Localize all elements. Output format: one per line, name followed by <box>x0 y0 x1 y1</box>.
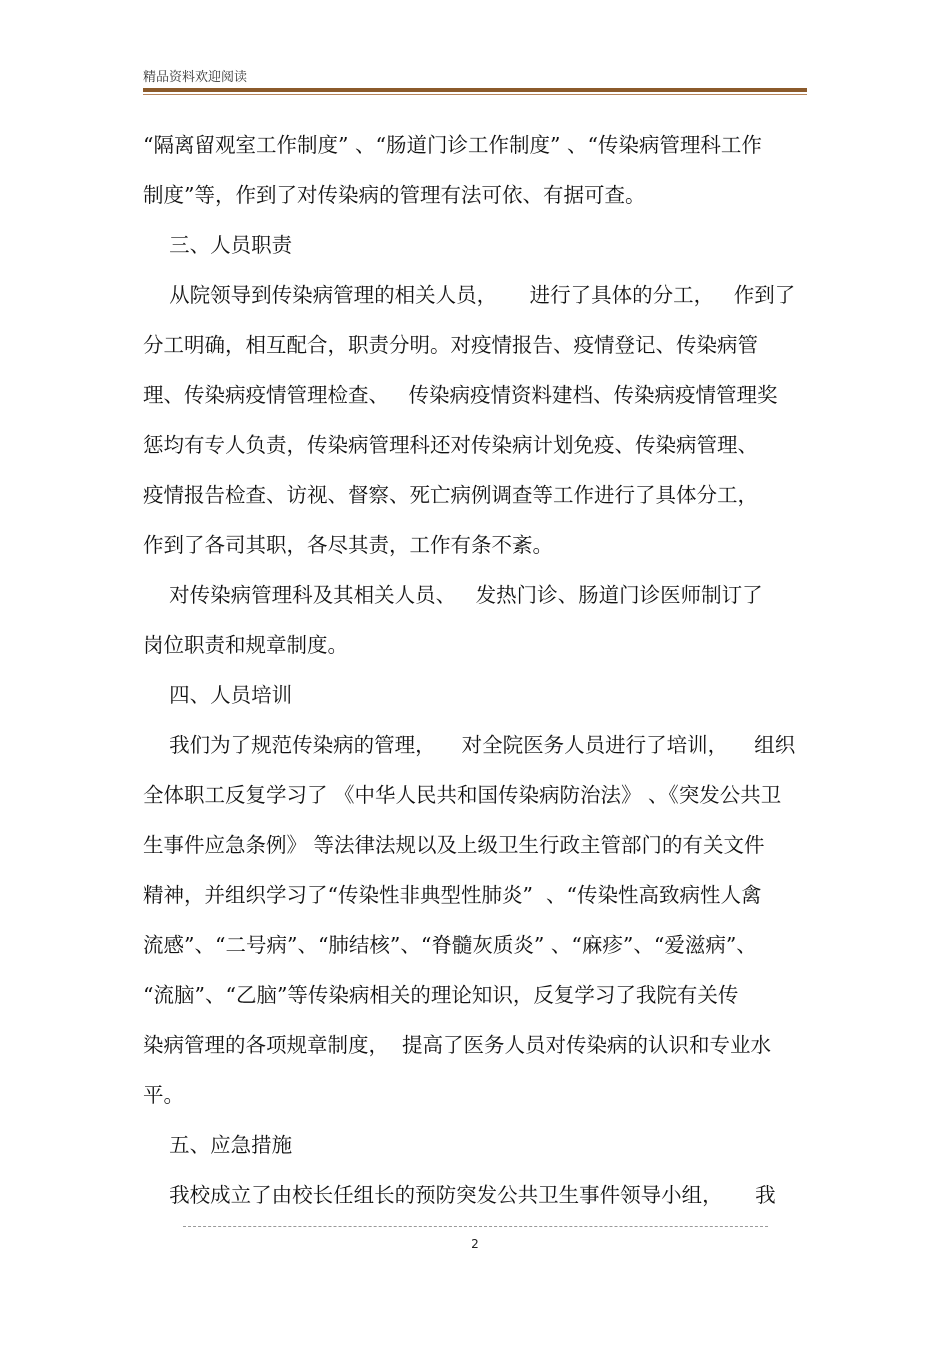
body-line: 染病管理的各项规章制度， 提高了医务人员对传染病的认识和专业水 <box>143 1033 772 1057</box>
body-line: 对传染病管理科及其相关人员、 发热门诊、肠道门诊医师制订了 <box>143 583 763 607</box>
page-header-text: 精品资料欢迎阅读 <box>143 70 248 85</box>
body-line: 分工明确，相互配合，职责分明。对疫情报告、疫情登记、传染病管 <box>143 333 758 357</box>
body-line: 理、传染病疫情管理检查、 传染病疫情资料建档、传染病疫情管理奖 <box>143 383 778 407</box>
body-line: “流脑”、“乙脑”等传染病相关的理论知识，反复学习了我院有关传 <box>143 983 739 1007</box>
footer-rule <box>183 1226 768 1227</box>
body-line: 从院领导到传染病管理的相关人员， 进行了具体的分工， 作到了 <box>143 283 796 307</box>
body-line: 岗位职责和规章制度。 <box>143 633 348 657</box>
body-line: 惩均有专人负责，传染病管理科还对传染病计划免疫、传染病管理、 <box>143 433 758 457</box>
section-heading: 三、人员职责 <box>143 233 293 257</box>
document-body <box>143 120 807 1220</box>
body-line: 制度”等，作到了对传染病的管理有法可依、有据可查。 <box>143 183 646 207</box>
header-rule-thin <box>143 94 807 95</box>
body-line: 全体职工反复学习了 《中华人民共和国传染病防治法》 、《突发公共卫 <box>143 783 782 807</box>
body-line: 作到了各司其职，各尽其责，工作有条不紊。 <box>143 533 553 557</box>
body-line: 平。 <box>143 1083 184 1107</box>
header-rule-thick <box>143 88 807 92</box>
body-line: “隔离留观室工作制度” 、“肠道门诊工作制度” 、“传染病管理科工作 <box>143 133 762 157</box>
section-heading: 四、人员培训 <box>143 683 293 707</box>
body-line: 流感”、“二号病”、“肺结核”、“脊髓灰质炎” 、“麻疹”、“爱滋病”、 <box>143 933 757 957</box>
body-line: 精神，并组织学习了“传染性非典型性肺炎” 、“传染性高致病性人禽 <box>143 883 762 907</box>
body-line: 我校成立了由校长任组长的预防突发公共卫生事件领导小组， 我 <box>143 1183 776 1207</box>
body-line: 我们为了规范传染病的管理， 对全院医务人员进行了培训， 组织 <box>143 733 796 757</box>
body-line: 疫情报告检查、访视、督察、死亡病例调查等工作进行了具体分工， <box>143 483 758 507</box>
body-line: 生事件应急条例》 等法律法规以及上级卫生行政主管部门的有关文件 <box>143 833 765 857</box>
section-heading: 五、应急措施 <box>143 1133 293 1157</box>
page-number: 2 <box>471 1237 479 1251</box>
